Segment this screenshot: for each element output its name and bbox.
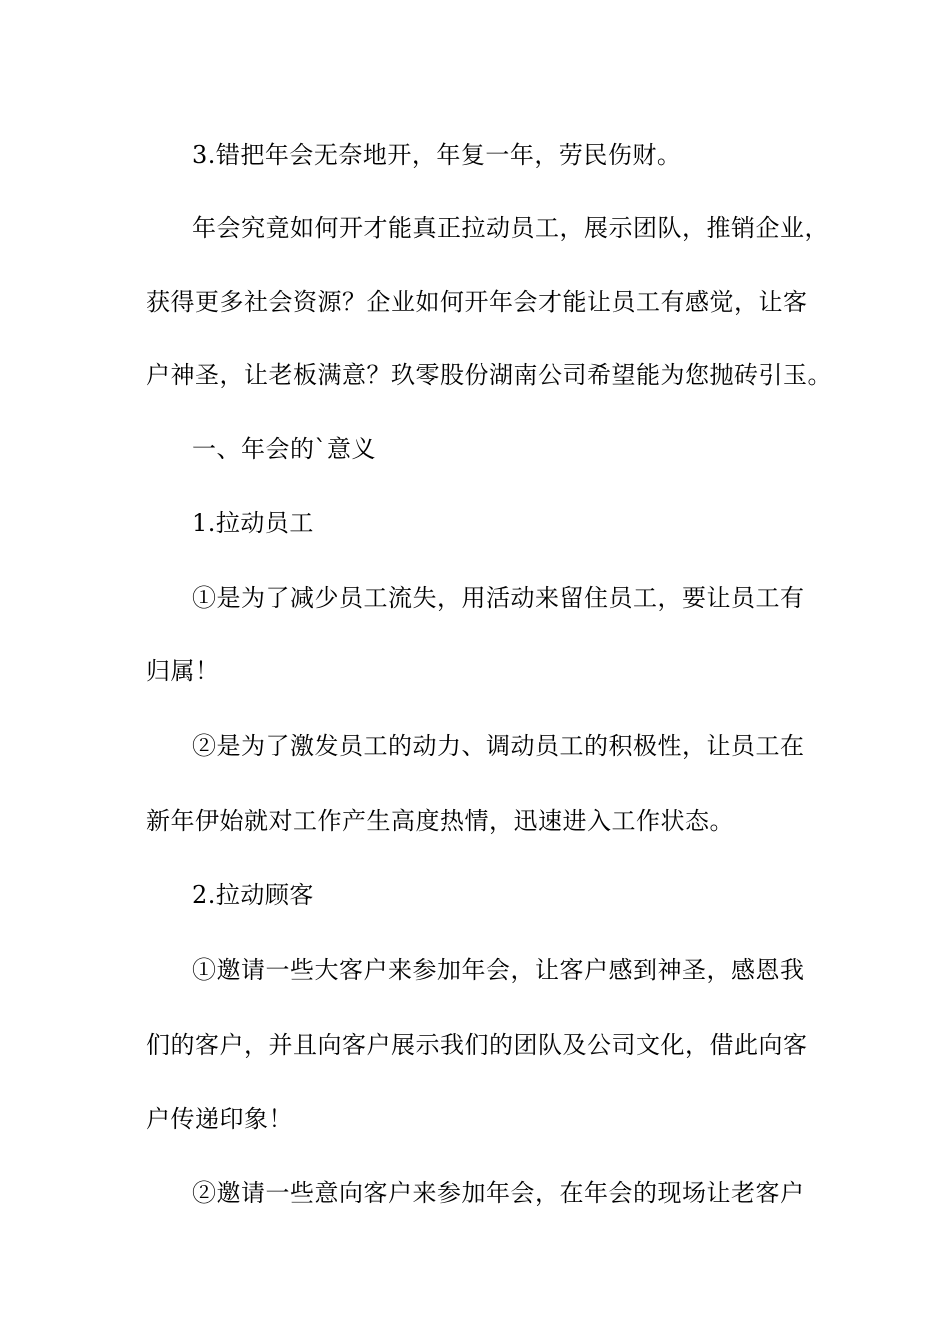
paragraph-line: 户传递印象！ xyxy=(146,1105,293,1133)
paragraph-line: 们的客户，并且向客户展示我们的团队及公司文化，借此向客 xyxy=(146,1031,808,1059)
subsection-heading: 2.拉动顾客 xyxy=(192,881,314,909)
paragraph-line: 户神圣，让老板满意？玖零股份湖南公司希望能为您抛砖引玉。 xyxy=(146,361,832,389)
paragraph-line: 新年伊始就对工作产生高度热情，迅速进入工作状态。 xyxy=(146,807,734,835)
paragraph-line: 获得更多社会资源？企业如何开年会才能让员工有感觉，让客 xyxy=(146,288,808,316)
paragraph-line: ②是为了激发员工的动力、调动员工的积极性，让员工在 xyxy=(192,732,805,760)
paragraph-line: 归属！ xyxy=(146,657,220,685)
section-heading: 一、年会的`意义 xyxy=(192,435,376,463)
paragraph-line: ①邀请一些大客户来参加年会，让客户感到神圣，感恩我 xyxy=(192,956,805,984)
paragraph-line: ②邀请一些意向客户来参加年会，在年会的现场让老客户 xyxy=(192,1179,805,1207)
subsection-heading: 1.拉动员工 xyxy=(192,509,314,537)
paragraph-line: ①是为了减少员工流失，用活动来留住员工，要让员工有 xyxy=(192,584,805,612)
paragraph-line: 年会究竟如何开才能真正拉动员工，展示团队，推销企业， xyxy=(192,214,829,242)
paragraph-line: 3.错把年会无奈地开，年复一年，劳民伤财。 xyxy=(192,141,682,169)
